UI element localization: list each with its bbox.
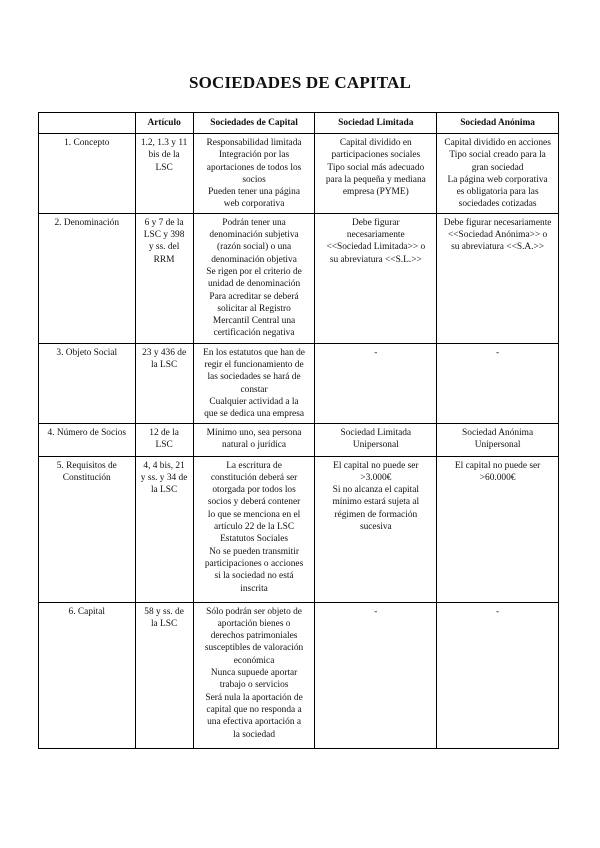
cell-line: derechos patrimoniales <box>210 631 298 642</box>
cell-line: socios y deberá contener <box>207 497 301 508</box>
row-label: 4. Número de Socios <box>39 423 136 456</box>
cell-line: Nunca supuede aportar <box>210 668 298 679</box>
cell-sociedad-limitada <box>315 423 437 456</box>
cell-line: 23 y 436 de <box>142 347 187 358</box>
comparison-table <box>38 112 559 749</box>
cell-line: y ss. y 34 de <box>140 472 188 483</box>
cell-line: la sociedad <box>233 729 276 740</box>
cell-line: Cualquier actividad a la <box>209 396 299 407</box>
cell-line: certificación negativa <box>213 328 295 339</box>
cell-line: capital que no responda a <box>206 704 302 715</box>
cell-line: constar <box>240 384 268 395</box>
table-row <box>39 456 559 602</box>
cell-line: El capital no puede ser <box>454 460 541 471</box>
cell-line: otorgada por todos los <box>212 485 296 496</box>
table-body <box>39 134 559 749</box>
cell-sociedad-limitada <box>315 343 437 423</box>
cell-line: susceptibles de valoración <box>204 643 304 654</box>
cell-sociedades-capital <box>193 343 315 423</box>
cell-sociedad-anonima <box>437 602 559 748</box>
cell-line: 58 y ss. de <box>144 606 184 617</box>
cell-line: Unipersonal <box>352 439 399 450</box>
table-row <box>39 134 559 214</box>
cell-line: (razón social) o una <box>216 242 292 253</box>
cell-articulo <box>135 134 193 214</box>
cell-sociedad-anonima <box>437 343 559 423</box>
cell-line: Sociedad Anónima <box>462 427 534 438</box>
cell-line: sociedades cotizadas <box>458 199 537 210</box>
cell-line: regir el funcionamiento de <box>204 360 304 371</box>
cell-line: y ss. del <box>148 242 180 253</box>
cell-line: Capital dividido en <box>339 138 412 148</box>
cell-line: <<Sociedad Anónima>> o <box>447 230 548 241</box>
cell-line: Unipersonal <box>474 439 521 450</box>
cell-line: - <box>374 606 378 617</box>
cell-line: denominación subjetiva <box>209 230 299 241</box>
cell-line: artículo 22 de la LSC <box>213 522 295 533</box>
cell-line: La página web corporativa <box>447 174 548 185</box>
cell-sociedad-limitada <box>315 602 437 748</box>
cell-line: El capital no puede ser <box>333 460 419 471</box>
cell-line: Estatutos Sociales <box>220 534 289 545</box>
cell-line: >60.000€ <box>479 472 516 483</box>
cell-line: Mercantil Central una <box>212 316 296 327</box>
cell-sociedades-capital <box>193 134 315 214</box>
cell-line: solicitar al Registro <box>217 303 291 314</box>
cell-line: la LSC <box>150 360 178 371</box>
cell-line: una efectiva aportación a <box>207 717 302 728</box>
cell-line: bis de la <box>148 150 180 161</box>
cell-line: Pueden tener una página <box>208 187 300 198</box>
cell-line: unidad de denominación <box>207 279 301 290</box>
cell-line: Debe figurar necesariamente <box>443 217 552 228</box>
cell-articulo <box>135 456 193 602</box>
cell-line: participaciones sociales <box>331 150 421 161</box>
cell-sociedades-capital <box>193 456 315 602</box>
table-row <box>39 213 559 343</box>
cell-line: Se rigen por el criterio de <box>206 266 302 277</box>
cell-line: Debe figurar <box>352 217 400 228</box>
cell-line: Tipo social creado para la <box>449 150 546 161</box>
row-label: 2. Denominación <box>39 213 136 343</box>
cell-line: su abreviatura <<S.A.>> <box>451 242 545 253</box>
cell-articulo <box>135 343 193 423</box>
cell-line: las sociedades se hará de <box>207 372 301 383</box>
cell-line: gran sociedad <box>471 162 524 173</box>
cell-sociedad-anonima <box>437 213 559 343</box>
table-row <box>39 423 559 456</box>
cell-sociedad-anonima <box>437 134 559 214</box>
cell-line: si la sociedad no está <box>214 571 294 582</box>
cell-line: >3.000€ <box>360 472 392 483</box>
cell-line: que se dedica una empresa <box>204 409 305 420</box>
cell-line: Sólo podrán ser objeto de <box>206 606 302 617</box>
header-empty <box>39 113 136 134</box>
cell-line: constitución deberá ser <box>210 472 298 483</box>
cell-line: para la pequeña y mediana <box>325 174 426 185</box>
cell-line: aportación bienes o <box>217 618 291 629</box>
cell-line: participaciones o acciones <box>204 558 304 569</box>
cell-line: la LSC <box>150 485 178 496</box>
header-sociedades-capital: Sociedades de Capital <box>193 113 315 134</box>
cell-sociedad-limitada <box>315 134 437 214</box>
cell-line: régimen de formación <box>334 509 418 520</box>
cell-line: web corporativa <box>223 199 285 210</box>
table-header-row <box>39 113 559 134</box>
cell-line: su abreviatura <<S.L.>> <box>329 254 422 265</box>
cell-sociedad-anonima <box>437 423 559 456</box>
cell-line: aportaciones de todos los <box>206 162 302 173</box>
table-row <box>39 343 559 423</box>
cell-sociedades-capital <box>193 602 315 748</box>
header-sociedad-limitada: Sociedad Limitada <box>315 113 437 134</box>
cell-line: mínimo estará sujeta al <box>332 497 420 508</box>
cell-articulo <box>135 213 193 343</box>
table-row <box>39 602 559 748</box>
cell-line: RRM <box>153 254 175 265</box>
cell-sociedad-limitada <box>315 456 437 602</box>
cell-line: trabajo o servicios <box>219 680 289 691</box>
cell-line: Para acreditar se deberá <box>209 291 299 302</box>
cell-line: Tipo social más adecuado <box>327 162 425 173</box>
cell-line: 4, 4 bis, 21 <box>143 460 185 471</box>
row-label: 1. Concepto <box>39 134 136 214</box>
cell-line: - <box>496 606 500 617</box>
cell-line: inscrita <box>240 583 268 594</box>
cell-line: socios <box>242 174 266 185</box>
cell-line: Capital dividido en acciones <box>444 138 551 148</box>
cell-line: LSC <box>155 162 173 173</box>
cell-sociedades-capital <box>193 423 315 456</box>
cell-line: sucesiva <box>359 522 392 533</box>
cell-line: Mínimo uno, sea persona <box>206 427 302 438</box>
cell-articulo <box>135 602 193 748</box>
cell-line: denominación objetiva <box>211 254 297 265</box>
cell-line: Responsabilidad limitada <box>206 138 302 148</box>
cell-line: la LSC <box>150 618 178 629</box>
row-label: 5. Requisitos de Constitución <box>39 456 136 602</box>
cell-line: 6 y 7 de la <box>144 217 184 228</box>
cell-line: lo que se menciona en el <box>207 509 301 520</box>
cell-line: - <box>496 347 500 358</box>
cell-sociedades-capital <box>193 213 315 343</box>
cell-line: - <box>374 347 378 358</box>
cell-line: Será nula la aportación de <box>205 692 303 703</box>
document-title: SOCIEDADES DE CAPITAL <box>188 73 412 92</box>
cell-line: LSC y 398 <box>143 230 185 241</box>
cell-line: 12 de la <box>149 427 179 438</box>
header-articulo: Artículo <box>135 113 193 134</box>
cell-sociedad-anonima <box>437 456 559 602</box>
cell-line: es obligatoria para las <box>456 187 539 198</box>
cell-line: Sociedad Limitada <box>340 427 412 438</box>
cell-line: necesariamente <box>346 230 405 241</box>
cell-line: En los estatutos que han de <box>203 347 305 358</box>
cell-line: La escritura de <box>226 460 282 471</box>
cell-line: económica <box>233 655 275 666</box>
row-label: 3. Objeto Social <box>39 343 136 423</box>
cell-articulo <box>135 423 193 456</box>
cell-line: Podrán tener una <box>222 217 286 228</box>
cell-line: No se pueden transmitir <box>209 546 299 557</box>
cell-line: <<Sociedad Limitada>> o <box>326 242 426 253</box>
cell-line: 1.2, 1.3 y 11 <box>140 138 188 148</box>
cell-line: Si no alcanza el capital <box>332 485 420 496</box>
row-label: 6. Capital <box>39 602 136 748</box>
cell-line: LSC <box>155 439 173 450</box>
header-sociedad-anonima: Sociedad Anónima <box>437 113 559 134</box>
cell-line: Integración por las <box>218 150 290 161</box>
cell-line: natural o jurídica <box>222 439 287 450</box>
cell-line: empresa (PYME) <box>342 187 409 198</box>
cell-sociedad-limitada <box>315 213 437 343</box>
